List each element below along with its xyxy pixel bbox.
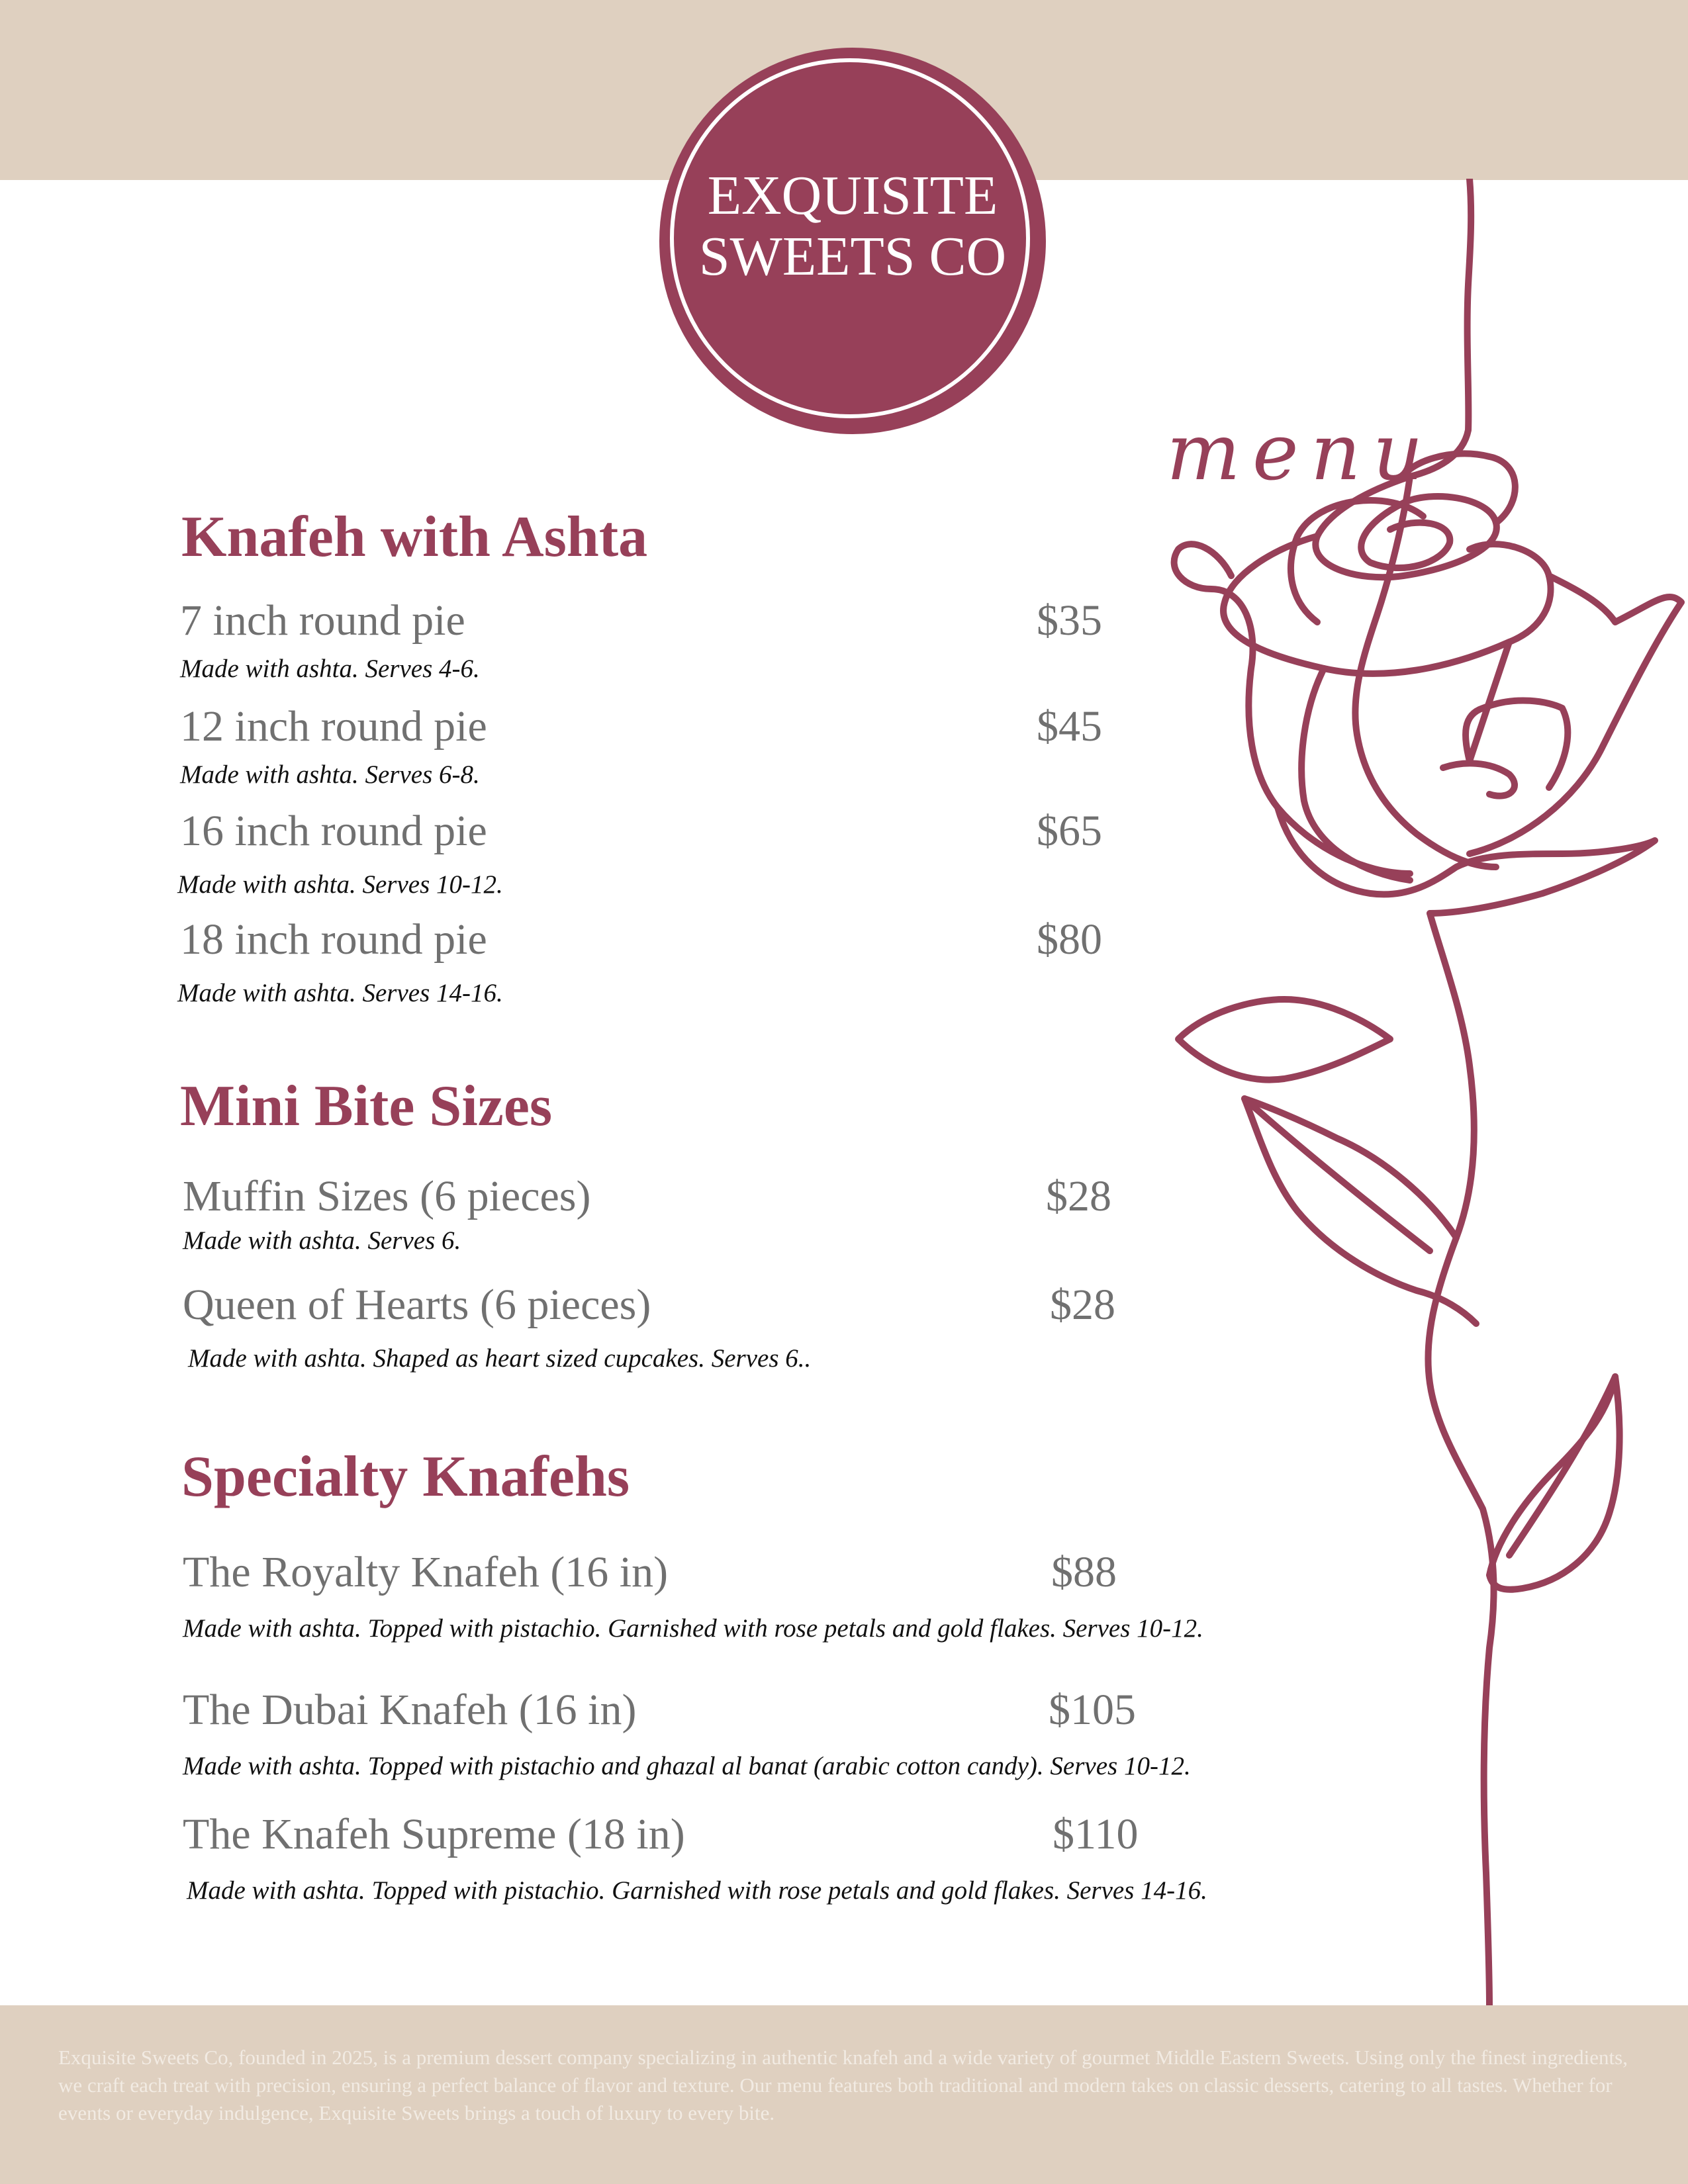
menu-item-desc: Made with ashta. Serves 4-6. xyxy=(180,655,480,683)
brand-name-line1: EXQUISITE xyxy=(707,165,998,226)
menu-item-price: $80 xyxy=(1037,915,1102,964)
menu-item-desc: Made with ashta. Serves 6. xyxy=(183,1226,461,1255)
menu-item-name: The Knafeh Supreme (18 in) xyxy=(183,1810,685,1858)
section-title-mini-bite: Mini Bite Sizes xyxy=(180,1074,553,1138)
menu-item-price: $28 xyxy=(1046,1172,1111,1220)
menu-item-name: 16 inch round pie xyxy=(180,807,487,855)
menu-item-price: $45 xyxy=(1037,702,1102,751)
menu-item-desc: Made with ashta. Serves 10-12. xyxy=(177,870,503,899)
menu-item-name: 7 inch round pie xyxy=(180,596,465,645)
menu-item-price: $28 xyxy=(1050,1281,1115,1329)
section-title-knafeh-ashta: Knafeh with Ashta xyxy=(181,505,648,569)
menu-item-desc: Made with ashta. Serves 14-16. xyxy=(177,979,503,1007)
menu-item-desc: Made with ashta. Shaped as heart sized cupcakes. Serves 6.. xyxy=(188,1344,812,1373)
menu-item-desc: Made with ashta. Serves 6-8. xyxy=(180,760,480,789)
menu-item-price: $88 xyxy=(1051,1548,1117,1596)
menu-item-desc: Made with ashta. Topped with pistachio. Garnished with rose petals and gold flakes. Serves 14-16. xyxy=(187,1876,1207,1905)
menu-item-price: $105 xyxy=(1049,1686,1136,1734)
section-title-specialty: Specialty Knafehs xyxy=(181,1445,630,1509)
menu-item-price: $65 xyxy=(1037,807,1102,855)
menu-item-name: Muffin Sizes (6 pieces) xyxy=(183,1172,591,1220)
brand-logo-text xyxy=(662,165,1043,287)
menu-item-name: Queen of Hearts (6 pieces) xyxy=(183,1281,651,1329)
menu-script-label: menu xyxy=(1166,406,1435,498)
footer-about-text: Exquisite Sweets Co, founded in 2025, is a premium dessert company specializing in authentic knafeh and a wide variety of gourmet Middle Eastern Sweets. Using only the finest ingredients, we craft each treat with precision, ensuring a perfect balance of flavor and texture. Our menu features both traditional and modern takes on classic desserts, catering to all tastes. Whether for events or everyday indulgence, Exquisite Sweets brings a touch of luxury to every bite. xyxy=(58,2046,1628,2124)
menu-item-name: 12 inch round pie xyxy=(180,702,487,751)
brand-name-line2: SWEETS CO xyxy=(698,226,1007,287)
menu-item-desc: Made with ashta. Topped with pistachio and ghazal al banat (arabic cotton candy). Serves 10-12. xyxy=(183,1752,1191,1780)
menu-item-name: The Royalty Knafeh (16 in) xyxy=(183,1548,669,1596)
menu-item-name: 18 inch round pie xyxy=(180,915,487,964)
menu-item-price: $110 xyxy=(1053,1810,1139,1858)
menu-item-desc: Made with ashta. Topped with pistachio. Garnished with rose petals and gold flakes. Serves 10-12. xyxy=(183,1614,1203,1643)
menu-item-name: The Dubai Knafeh (16 in) xyxy=(183,1686,637,1734)
menu-item-price: $35 xyxy=(1037,596,1102,645)
